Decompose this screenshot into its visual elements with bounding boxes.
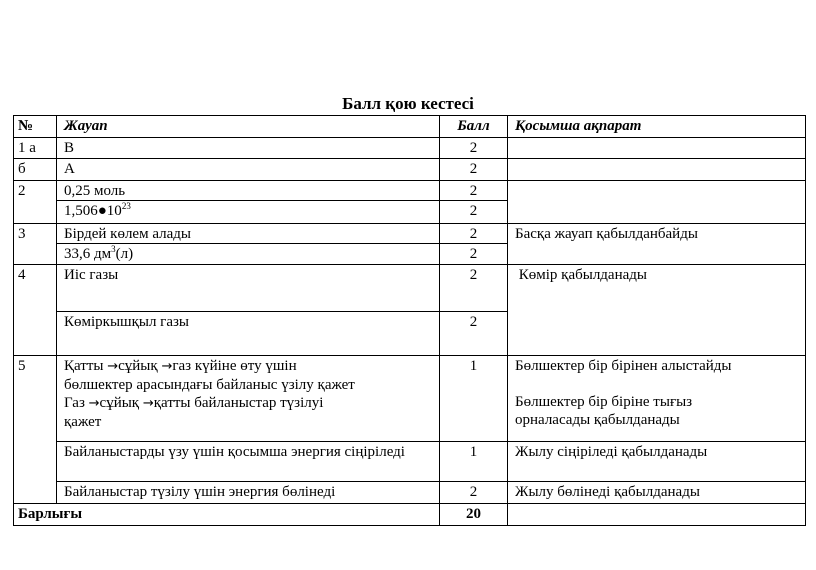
info-line: Бөлшектер бір бірінен алыстайды xyxy=(515,358,732,374)
answer-line: Газ xyxy=(64,395,89,411)
arrow-right-icon: → xyxy=(88,396,100,411)
header-score: Балл xyxy=(440,116,508,138)
row-answer: В xyxy=(57,138,440,159)
row-info xyxy=(508,181,806,224)
table-header-row xyxy=(14,116,806,138)
row-answer: 0,25 моль xyxy=(57,181,440,201)
row-answer xyxy=(57,201,440,224)
row-info: Жылу сіңіріледі қабылданады xyxy=(508,442,806,482)
row-num: 5 xyxy=(14,356,57,504)
header-info: Қосымша ақпарат xyxy=(508,116,806,138)
answer-line: қажет xyxy=(64,414,102,430)
row-info: Көмір қабылданады xyxy=(508,265,806,356)
table-row xyxy=(14,265,806,312)
table-total-row xyxy=(14,504,806,526)
row-score: 2 xyxy=(440,181,508,201)
table-row xyxy=(14,138,806,159)
answer-exponent: 23 xyxy=(121,201,131,211)
info-line: Бөлшектер бір біріне тығыз xyxy=(515,394,693,410)
row-score: 2 xyxy=(440,482,508,504)
table-row xyxy=(14,181,806,201)
answer-base: 33,6 дм xyxy=(64,246,112,262)
row-score: 2 xyxy=(440,224,508,244)
answer-line: сұйық xyxy=(118,358,162,374)
table-row xyxy=(14,442,806,482)
answer-base: 1,506●10 xyxy=(64,203,122,219)
arrow-right-icon: → xyxy=(107,359,119,374)
answer-line: газ күйіне өту үшін xyxy=(172,358,297,374)
row-answer: А xyxy=(57,159,440,181)
row-score: 2 xyxy=(440,159,508,181)
row-score: 1 xyxy=(440,442,508,482)
row-info: Жылу бөлінеді қабылданады xyxy=(508,482,806,504)
page-title: Балл қою кестесі xyxy=(342,94,474,113)
row-info xyxy=(508,356,806,442)
answer-line: қатты байланыстар түзілуі xyxy=(153,395,324,411)
table-row xyxy=(14,356,806,442)
table-row xyxy=(14,159,806,181)
row-answer: Бірдей көлем алады xyxy=(57,224,440,244)
total-info xyxy=(508,504,806,526)
header-num: № xyxy=(14,116,57,138)
answer-line: бөлшектер арасындағы байланыс үзілу қажет xyxy=(64,377,355,393)
row-num: 4 xyxy=(14,265,57,356)
row-num: 3 xyxy=(14,224,57,265)
score-table xyxy=(13,115,806,526)
answer-line: Қатты xyxy=(64,358,108,374)
row-num: б xyxy=(14,159,57,181)
row-score: 1 xyxy=(440,356,508,442)
info-line: орналасады қабылданады xyxy=(515,412,680,428)
row-score: 2 xyxy=(440,312,508,356)
row-answer: Байланыстарды үзу үшін қосымша энергия сіңіріледі xyxy=(57,442,440,482)
row-num: 1 а xyxy=(14,138,57,159)
answer-line: сұйық xyxy=(99,395,143,411)
arrow-right-icon: → xyxy=(161,359,173,374)
row-answer: Иіс газы xyxy=(57,265,440,312)
row-score: 2 xyxy=(440,138,508,159)
row-answer xyxy=(57,244,440,265)
total-score: 20 xyxy=(440,504,508,526)
row-info xyxy=(508,138,806,159)
row-score: 2 xyxy=(440,244,508,265)
total-label: Барлығы xyxy=(14,504,440,526)
row-answer: Көміркышқыл газы xyxy=(57,312,440,356)
row-score: 2 xyxy=(440,265,508,312)
row-answer xyxy=(57,356,440,442)
arrow-right-icon: → xyxy=(142,396,154,411)
row-score: 2 xyxy=(440,201,508,224)
table-row xyxy=(14,482,806,504)
table-row xyxy=(14,224,806,244)
row-answer: Байланыстар түзілу үшін энергия бөлінеді xyxy=(57,482,440,504)
row-num: 2 xyxy=(14,181,57,224)
row-info xyxy=(508,159,806,181)
row-info: Басқа жауап қабылданбайды xyxy=(508,224,806,265)
answer-tail: (л) xyxy=(115,246,134,262)
header-answer: Жауап xyxy=(57,116,440,138)
answer-exponent: 3 xyxy=(111,244,116,254)
